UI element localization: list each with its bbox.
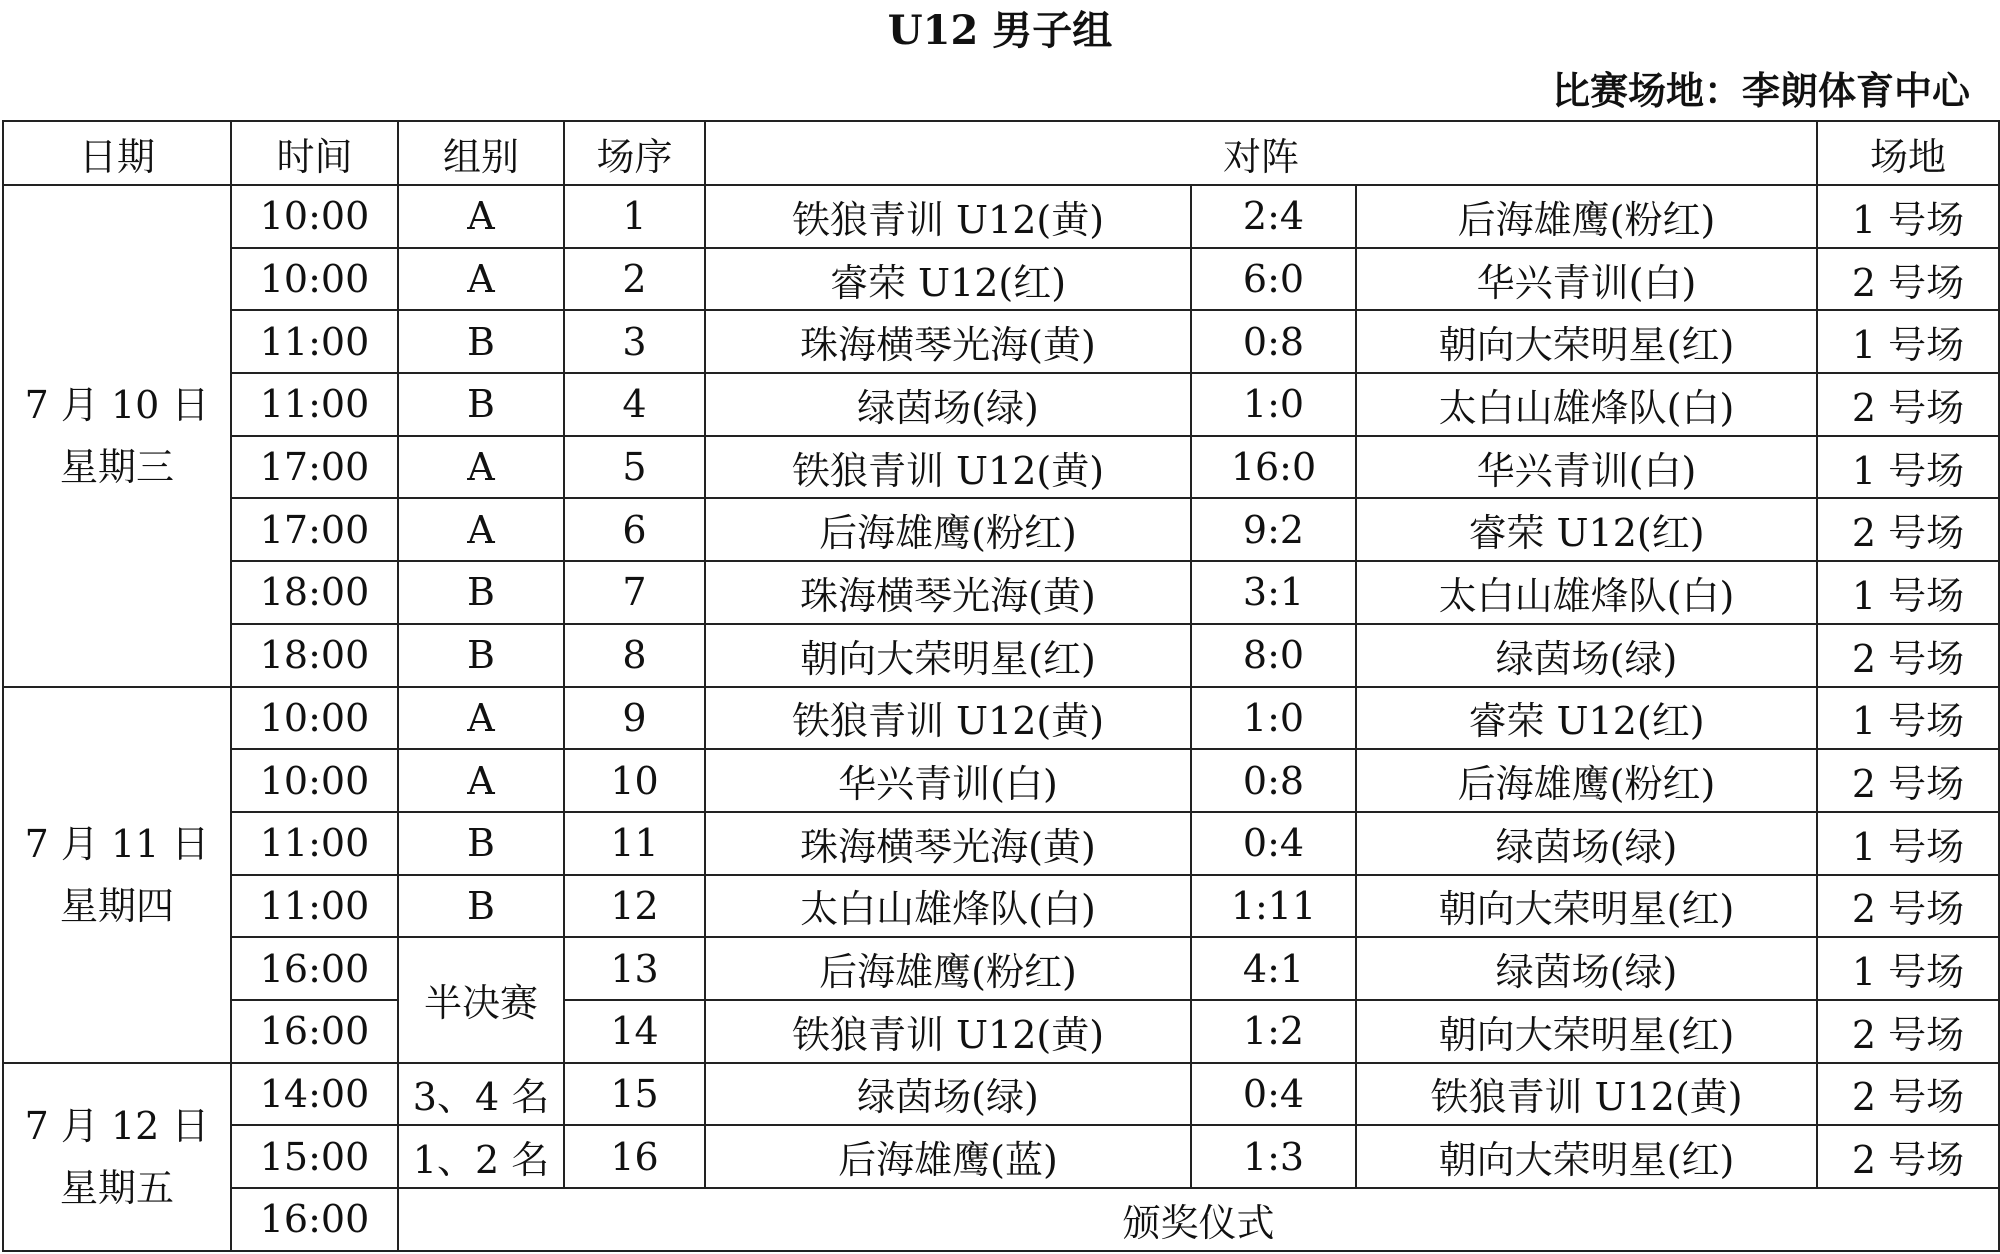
table-row [3, 812, 1999, 875]
order-cell: 14 [564, 1000, 705, 1063]
field-cell: 1 号场 [1817, 687, 1999, 750]
order-cell: 6 [564, 498, 705, 561]
weekday-label: 星期三 [59, 444, 174, 489]
field-cell: 1 号场 [1817, 561, 1999, 624]
score-cell: 2:4 [1191, 185, 1356, 248]
field-cell: 2 号场 [1817, 373, 1999, 436]
field-cell: 2 号场 [1817, 498, 1999, 561]
group-cell: A [398, 749, 564, 812]
time-cell: 18:00 [231, 624, 398, 687]
score-cell: 4:1 [1191, 937, 1356, 1000]
away-team-cell: 太白山雄烽队(白) [1356, 561, 1817, 624]
date-cell [3, 185, 231, 687]
home-team-cell: 华兴青训(白) [705, 749, 1191, 812]
group-cell: B [398, 561, 564, 624]
score-cell: 0:8 [1191, 310, 1356, 373]
venue-label: 比赛场地：李朗体育中心 [1551, 69, 1970, 113]
away-team-cell: 绿茵场(绿) [1356, 812, 1817, 875]
home-team-cell: 后海雄鹰(粉红) [705, 498, 1191, 561]
field-cell: 1 号场 [1817, 812, 1999, 875]
away-team-cell: 朝向大荣明星(红) [1356, 1125, 1817, 1188]
table-row [3, 373, 1999, 436]
score-cell: 6:0 [1191, 248, 1356, 311]
score-cell: 8:0 [1191, 624, 1356, 687]
table-row [3, 248, 1999, 311]
home-team-cell: 睿荣 U12(红) [705, 248, 1191, 311]
time-cell: 11:00 [231, 875, 398, 938]
field-cell: 1 号场 [1817, 310, 1999, 373]
time-cell: 11:00 [231, 373, 398, 436]
table-row [3, 937, 1999, 1000]
time-cell: 11:00 [231, 812, 398, 875]
header-order: 场序 [564, 121, 705, 185]
time-cell: 17:00 [231, 498, 398, 561]
time-cell: 16:00 [231, 1188, 398, 1251]
table-row [3, 624, 1999, 687]
table-row [3, 436, 1999, 499]
header-match: 对阵 [705, 121, 1817, 185]
order-cell: 16 [564, 1125, 705, 1188]
order-cell: 10 [564, 749, 705, 812]
order-cell: 15 [564, 1063, 705, 1126]
score-cell: 0:4 [1191, 1063, 1356, 1126]
score-cell: 1:0 [1191, 687, 1356, 750]
time-cell: 14:00 [231, 1063, 398, 1126]
field-cell: 2 号场 [1817, 248, 1999, 311]
field-cell: 1 号场 [1817, 436, 1999, 499]
time-cell: 18:00 [231, 561, 398, 624]
away-team-cell: 太白山雄烽队(白) [1356, 373, 1817, 436]
order-cell: 5 [564, 436, 705, 499]
page-title: U12 男子组 [887, 7, 1113, 54]
away-team-cell: 绿茵场(绿) [1356, 937, 1817, 1000]
score-cell: 0:4 [1191, 812, 1356, 875]
group-cell: 半决赛 [398, 937, 564, 1062]
table-row [3, 561, 1999, 624]
field-cell: 1 号场 [1817, 185, 1999, 248]
table-row [3, 875, 1999, 938]
header-row [3, 121, 1999, 185]
table-row [3, 1000, 1999, 1063]
home-team-cell: 铁狼青训 U12(黄) [705, 185, 1191, 248]
home-team-cell: 绿茵场(绿) [705, 373, 1191, 436]
date-label: 7 月 11 日 [24, 821, 210, 866]
away-team-cell: 朝向大荣明星(红) [1356, 1000, 1817, 1063]
order-cell: 11 [564, 812, 705, 875]
home-team-cell: 朝向大荣明星(红) [705, 624, 1191, 687]
away-team-cell: 后海雄鹰(粉红) [1356, 185, 1817, 248]
field-cell: 2 号场 [1817, 1000, 1999, 1063]
table-row [3, 687, 1999, 750]
date-cell [3, 687, 231, 1063]
table-row [3, 310, 1999, 373]
table-row [3, 1125, 1999, 1188]
away-team-cell: 华兴青训(白) [1356, 248, 1817, 311]
time-cell: 16:00 [231, 1000, 398, 1063]
away-team-cell: 睿荣 U12(红) [1356, 498, 1817, 561]
score-cell: 1:11 [1191, 875, 1356, 938]
order-cell: 2 [564, 248, 705, 311]
away-team-cell: 华兴青训(白) [1356, 436, 1817, 499]
table-row [3, 498, 1999, 561]
time-cell: 10:00 [231, 749, 398, 812]
away-team-cell: 后海雄鹰(粉红) [1356, 749, 1817, 812]
home-team-cell: 珠海横琴光海(黄) [705, 812, 1191, 875]
order-cell: 7 [564, 561, 705, 624]
home-team-cell: 铁狼青训 U12(黄) [705, 1000, 1191, 1063]
time-cell: 11:00 [231, 310, 398, 373]
group-cell: 1、2 名 [398, 1125, 564, 1188]
order-cell: 1 [564, 185, 705, 248]
group-cell: B [398, 310, 564, 373]
home-team-cell: 太白山雄烽队(白) [705, 875, 1191, 938]
score-cell: 1:2 [1191, 1000, 1356, 1063]
field-cell: 2 号场 [1817, 624, 1999, 687]
time-cell: 17:00 [231, 436, 398, 499]
header-date: 日期 [3, 121, 231, 185]
time-cell: 16:00 [231, 937, 398, 1000]
score-cell: 1:3 [1191, 1125, 1356, 1188]
away-team-cell: 绿茵场(绿) [1356, 624, 1817, 687]
time-cell: 15:00 [231, 1125, 398, 1188]
away-team-cell: 朝向大荣明星(红) [1356, 310, 1817, 373]
weekday-label: 星期五 [59, 1165, 174, 1210]
group-cell: A [398, 498, 564, 561]
score-cell: 9:2 [1191, 498, 1356, 561]
header-field: 场地 [1817, 121, 1999, 185]
order-cell: 3 [564, 310, 705, 373]
field-cell: 2 号场 [1817, 875, 1999, 938]
group-cell: B [398, 373, 564, 436]
group-cell: B [398, 875, 564, 938]
away-team-cell: 朝向大荣明星(红) [1356, 875, 1817, 938]
header-time: 时间 [231, 121, 398, 185]
away-team-cell: 铁狼青训 U12(黄) [1356, 1063, 1817, 1126]
field-cell: 2 号场 [1817, 1063, 1999, 1126]
order-cell: 8 [564, 624, 705, 687]
date-cell [3, 1063, 231, 1251]
field-cell: 1 号场 [1817, 937, 1999, 1000]
home-team-cell: 后海雄鹰(粉红) [705, 937, 1191, 1000]
field-cell: 2 号场 [1817, 1125, 1999, 1188]
header-group: 组别 [398, 121, 564, 185]
group-cell: 3、4 名 [398, 1063, 564, 1126]
home-team-cell: 珠海横琴光海(黄) [705, 310, 1191, 373]
order-cell: 13 [564, 937, 705, 1000]
group-cell: A [398, 185, 564, 248]
date-label: 7 月 10 日 [24, 382, 210, 427]
home-team-cell: 铁狼青训 U12(黄) [705, 436, 1191, 499]
score-cell: 16:0 [1191, 436, 1356, 499]
group-cell: A [398, 248, 564, 311]
time-cell: 10:00 [231, 248, 398, 311]
group-cell: A [398, 687, 564, 750]
home-team-cell: 铁狼青训 U12(黄) [705, 687, 1191, 750]
table-row [3, 749, 1999, 812]
ceremony-cell: 颁奖仪式 [398, 1188, 1999, 1251]
date-label: 7 月 12 日 [24, 1103, 210, 1148]
home-team-cell: 绿茵场(绿) [705, 1063, 1191, 1126]
field-cell: 2 号场 [1817, 749, 1999, 812]
group-cell: B [398, 812, 564, 875]
order-cell: 9 [564, 687, 705, 750]
order-cell: 12 [564, 875, 705, 938]
home-team-cell: 后海雄鹰(蓝) [705, 1125, 1191, 1188]
table-row [3, 185, 1999, 248]
weekday-label: 星期四 [59, 883, 174, 928]
table-row [3, 1063, 1999, 1126]
away-team-cell: 睿荣 U12(红) [1356, 687, 1817, 750]
score-cell: 3:1 [1191, 561, 1356, 624]
order-cell: 4 [564, 373, 705, 436]
table-row [3, 1188, 1999, 1251]
group-cell: B [398, 624, 564, 687]
schedule-table [2, 120, 2000, 1252]
time-cell: 10:00 [231, 185, 398, 248]
score-cell: 0:8 [1191, 749, 1356, 812]
time-cell: 10:00 [231, 687, 398, 750]
score-cell: 1:0 [1191, 373, 1356, 436]
home-team-cell: 珠海横琴光海(黄) [705, 561, 1191, 624]
group-cell: A [398, 436, 564, 499]
